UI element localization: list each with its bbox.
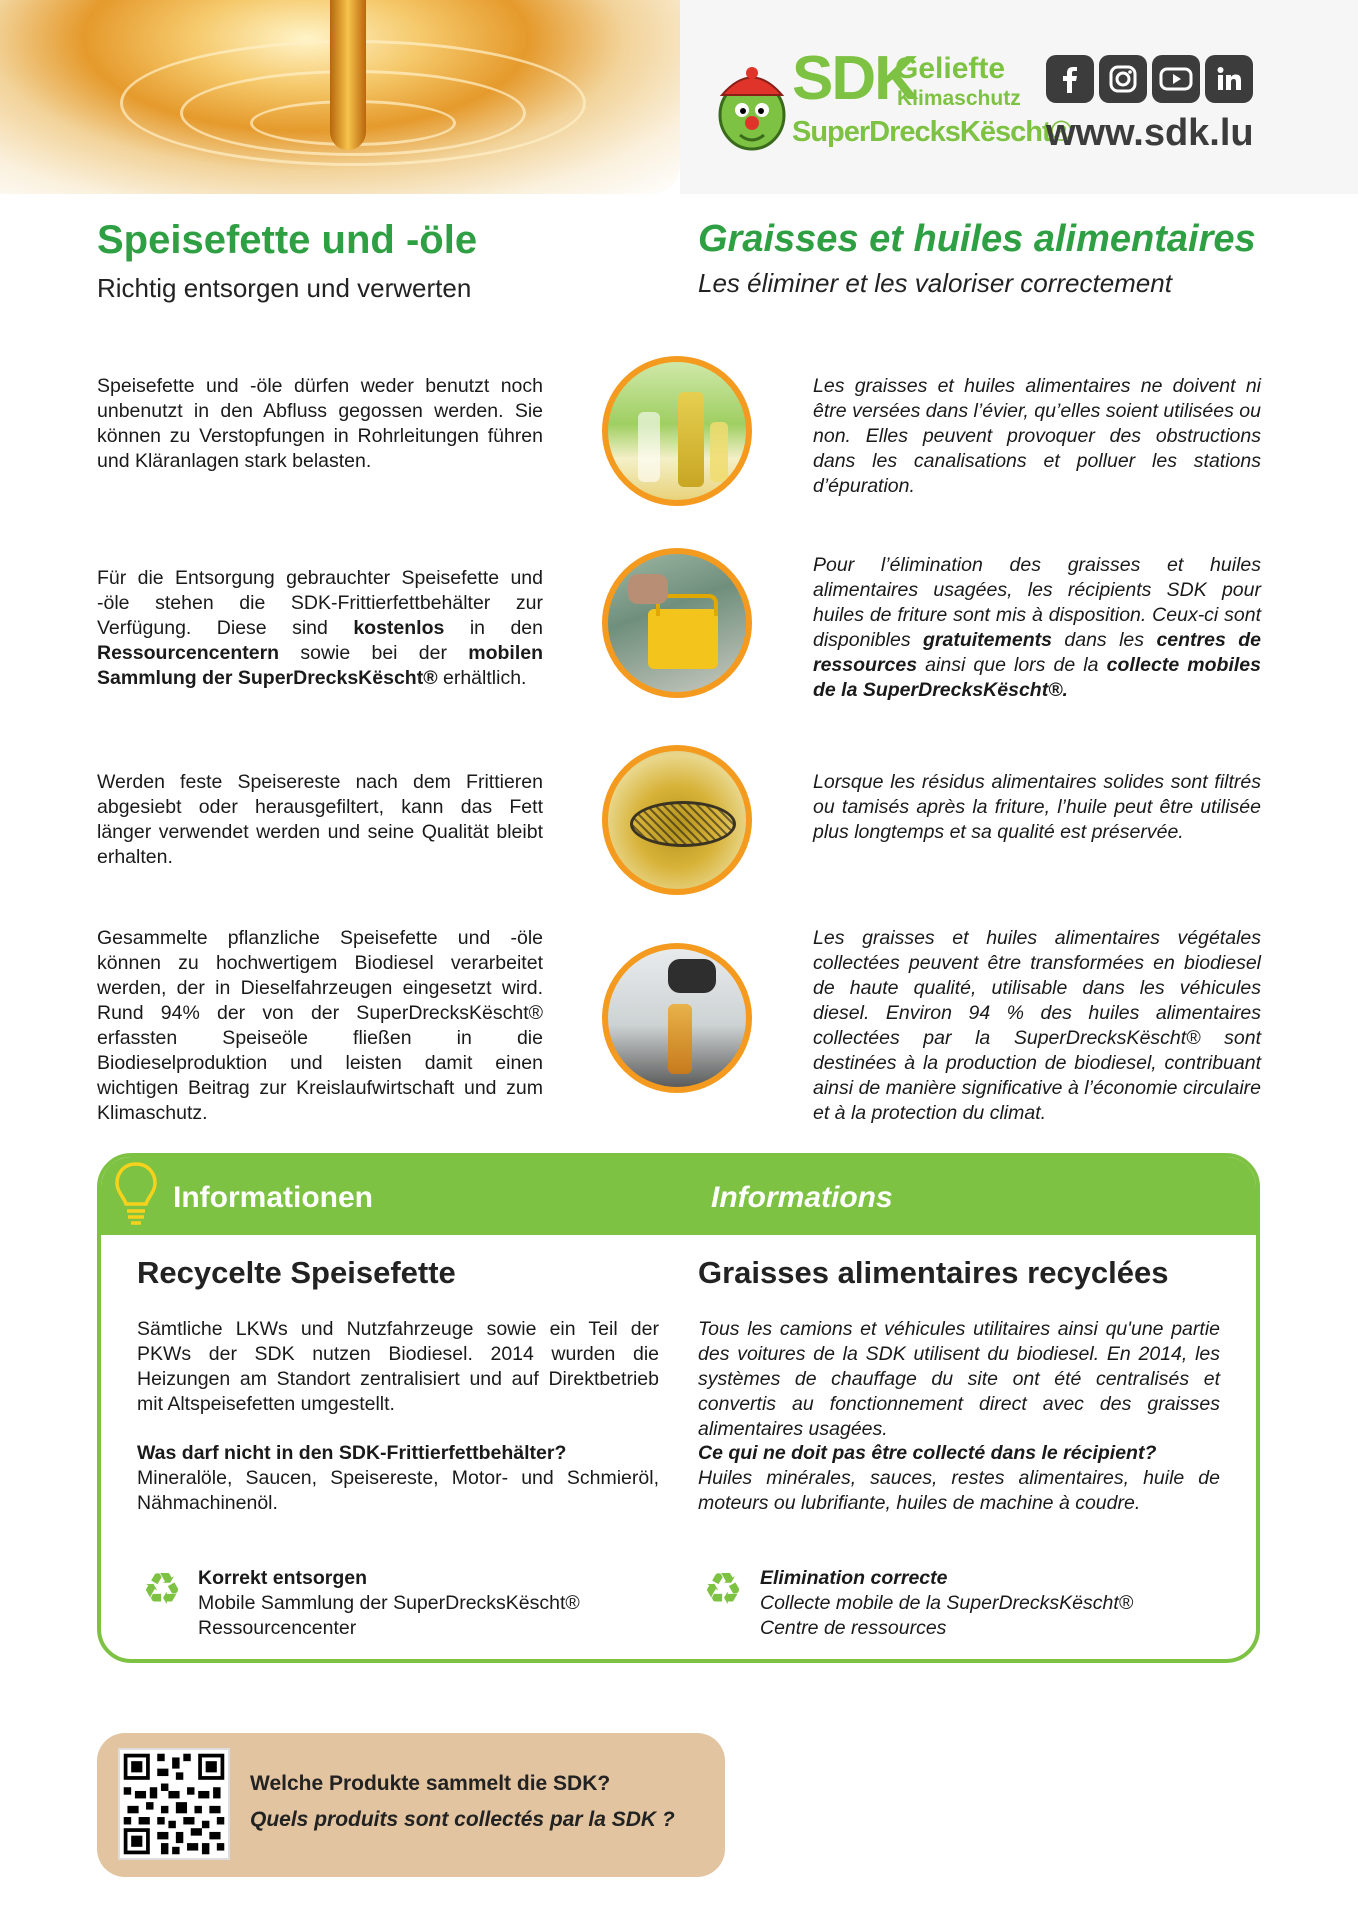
section1-text-fr: Les graisses et huiles alimentaires ne doivent ni être versées dans l’évier, qu’elles soient utilisées ou non. Elles peuvent provoquer des obstructions dans les canalisations et polluer les stations d’épuration. — [813, 375, 1261, 497]
fryer-basket-photo — [602, 745, 752, 895]
logo-klimaschutz: Klimaschutz — [897, 87, 1021, 110]
page-subtitle-fr: Les éliminer et les valoriser correctement — [698, 268, 1172, 298]
hero-oil-image — [0, 0, 680, 194]
info-title-de: Recycelte Speisefette — [137, 1255, 456, 1290]
products-question-de[interactable]: Welche Produkte sammelt die SDK? — [250, 1772, 611, 1795]
disposal-line1-de: Mobile Sammlung der SuperDrecksKëscht® — [198, 1592, 580, 1614]
section2-text-de: Für die Entsorgung gebrauchter Speisefette und -öle stehen die SDK-Frittierfettbehälter zur Verfügung. Diese sind kostenlos in den Ressourcencentern sowie bei der mobilen Sammlung der SuperDrecksKëscht® erhältlich. — [97, 567, 543, 689]
instagram-icon[interactable] — [1099, 55, 1147, 103]
recycle-icon: ♻ — [142, 1565, 182, 1614]
pouring-oil-photo — [602, 943, 752, 1093]
linkedin-icon[interactable] — [1205, 55, 1253, 103]
logo-geliefte: Geliefte — [895, 52, 1006, 85]
section4-text-de: Gesammelte pflanzliche Speisefette und -öle können zu hochwertigem Biodiesel verarbeitet werden, der in Dieselfahrzeugen eingesetzt wird. Rund 94% der von der SuperDrecksKëscht® erfassten Speiseöle fließen in die Biodieselproduktion und leisten damit einen wichtigen Beitrag zur Kreislaufwirtschaft und zum Klimaschutz. — [97, 927, 543, 1124]
logo-sdk: SDK — [792, 44, 917, 113]
lightbulb-icon — [113, 1160, 159, 1228]
logo-superdreckskescht: SuperDrecksKëscht® — [792, 116, 1071, 148]
products-question-fr[interactable]: Quels produits sont collectés par la SDK ? — [250, 1808, 675, 1831]
disposal-title-fr: Elimination correcte — [760, 1567, 948, 1589]
section3-text-de: Werden feste Speisereste nach dem Frittieren abgesiebt oder herausgefiltert, kann das Fett länger verwendet werden und seine Qualität bleibt erhalten. — [97, 771, 543, 868]
page-subtitle-de: Richtig entsorgen und verwerten — [97, 273, 472, 303]
youtube-icon[interactable] — [1152, 55, 1200, 103]
info-answer-fr: Huiles minérales, sauces, restes alimentaires, huile de moteurs ou lubrifiante, huiles de machine à coudre. — [698, 1467, 1220, 1514]
section3-text-fr: Lorsque les résidus alimentaires solides sont filtrés ou tamisés après la friture, l’huile peut être utilisée plus longtemps et sa qualité est préservée. — [813, 771, 1261, 843]
info-text-de: Sämtliche LKWs und Nutzfahrzeuge sowie ein Teil der PKWs der SDK nutzen Biodiesel. 2014 wurden die Heizungen am Standort zentralisiert und auf Direktbetrieb mit Altspeisefetten umgestellt. — [137, 1318, 659, 1415]
mascot-logo-icon — [712, 55, 792, 155]
recycle-icon: ♻ — [703, 1565, 743, 1614]
disposal-line1-fr: Collecte mobile de la SuperDrecksKëscht® — [760, 1592, 1134, 1614]
facebook-icon[interactable] — [1046, 55, 1094, 103]
info-question-fr: Ce qui ne doit pas être collecté dans le récipient? — [698, 1442, 1157, 1464]
section4-text-fr: Les graisses et huiles alimentaires végétales collectées peuvent être transformées en biodiesel de haute qualité, utilisable dans les véhicules diesel. Environ 94 % des huiles alimentaires collectées par la SuperDrecksKëscht® sont destinées à la production de biodiesel, contribuant ainsi de manière significative à l’économie circulaire et à la protection du climat. — [813, 927, 1261, 1124]
disposal-title-de: Korrekt entsorgen — [198, 1567, 368, 1589]
yellow-container-photo — [602, 548, 752, 698]
page-title-de: Speisefette und -öle — [97, 218, 478, 262]
qr-code-icon[interactable] — [118, 1748, 230, 1860]
info-answer-de: Mineralöle, Saucen, Speisereste, Motor- und Schmieröl, Nähmachinenöl. — [137, 1467, 659, 1514]
website-link[interactable]: www.sdk.lu — [1046, 112, 1254, 154]
disposal-line2-fr: Centre de ressources — [760, 1617, 947, 1639]
info-title-fr: Graisses alimentaires recyclées — [698, 1255, 1169, 1290]
info-question-de: Was darf nicht in den SDK-Frittierfettbehälter? — [137, 1442, 567, 1464]
info-text-fr: Tous les camions et véhicules utilitaires ainsi qu'une partie des voitures de la SDK utilisent du biodiesel. En 2014, les systèmes de chauffage du site ont été centralisés et convertis au fonctionnement direct avec des graisses alimentaires usagées. — [698, 1318, 1220, 1440]
info-header-fr: Informations — [711, 1181, 893, 1214]
disposal-line2-de: Ressourcencenter — [198, 1617, 357, 1639]
page-title-fr: Graisses et huiles alimentaires — [698, 218, 1256, 260]
info-header-de: Informationen — [173, 1181, 373, 1214]
section1-text-de: Speisefette und -öle dürfen weder benutzt noch unbenutzt in den Abfluss gegossen werden. Sie können zu Verstopfungen in Rohrleitungen führen und Kläranlagen stark belasten. — [97, 375, 543, 472]
section2-text-fr: Pour l’élimination des graisses et huiles alimentaires usagées, les récipients SDK pour huiles de friture sont mis à disposition. Ceux-ci sont disponibles gratuitements dans les centres de ressources ainsi que lors de la collecte mobiles de la SuperDrecksKëscht®. — [813, 554, 1261, 701]
oil-bottles-photo — [602, 356, 752, 506]
